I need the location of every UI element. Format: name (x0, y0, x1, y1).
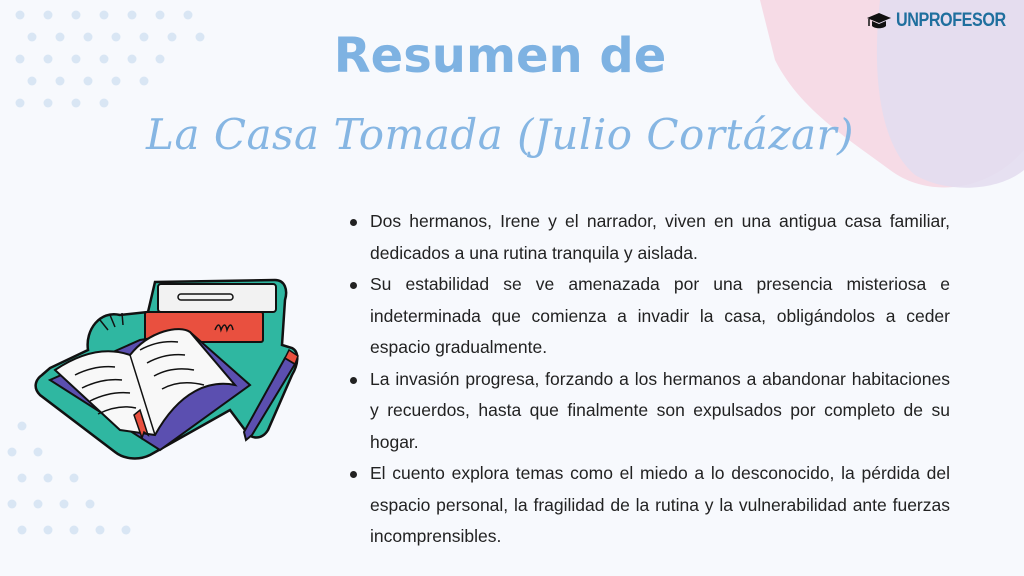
decorative-dot (18, 474, 27, 483)
decorative-dot (18, 422, 27, 431)
decorative-dot (86, 500, 95, 509)
decorative-dot (16, 11, 25, 20)
books-and-pencil-icon (30, 270, 310, 460)
decorative-dot (184, 11, 193, 20)
decorative-dot (96, 526, 105, 535)
decorative-dot (100, 99, 109, 108)
decorative-dot (44, 474, 53, 483)
page-title: Resumen de (333, 28, 667, 84)
decorative-dot (8, 500, 17, 509)
decorative-dot (44, 11, 53, 20)
list-item: Su estabilidad se ve amenazada por una presencia misteriosa e indeterminada que comienza a invadir la casa, obligándolos a ceder espacio gradualmente. (346, 269, 950, 364)
decorative-dot (70, 474, 79, 483)
list-item: El cuento explora temas como el miedo a lo desconocido, la pérdida del espacio personal, la fragilidad de la rutina y la vulnerabilidad ante fuerzas incomprensibles. (346, 458, 950, 553)
decorative-dot (70, 526, 79, 535)
decorative-dot (44, 99, 53, 108)
decorative-dot (60, 500, 69, 509)
decorative-dot (34, 500, 43, 509)
decorative-dot (44, 526, 53, 535)
logo-text: UNPROFESOR (896, 10, 1006, 31)
list-item: Dos hermanos, Irene y el narrador, viven en una antigua casa familiar, dedicados a una rutina tranquila y aislada. (346, 206, 950, 269)
list-item: La invasión progresa, forzando a los hermanos a abandonar habitaciones y recuerdos, hasta que finalmente son expulsados por completo de su hogar. (346, 364, 950, 459)
decorative-dot (156, 11, 165, 20)
decorative-dot (16, 99, 25, 108)
decorative-dot (18, 526, 27, 535)
decorative-dot (8, 448, 17, 457)
decorative-dot (100, 11, 109, 20)
page-subtitle: La Casa Tomada (Julio Cortázar) (146, 110, 854, 159)
decorative-dot (72, 99, 81, 108)
decorative-dot (128, 11, 137, 20)
decorative-dot (122, 526, 131, 535)
summary-list (346, 206, 950, 553)
decorative-dot (72, 11, 81, 20)
